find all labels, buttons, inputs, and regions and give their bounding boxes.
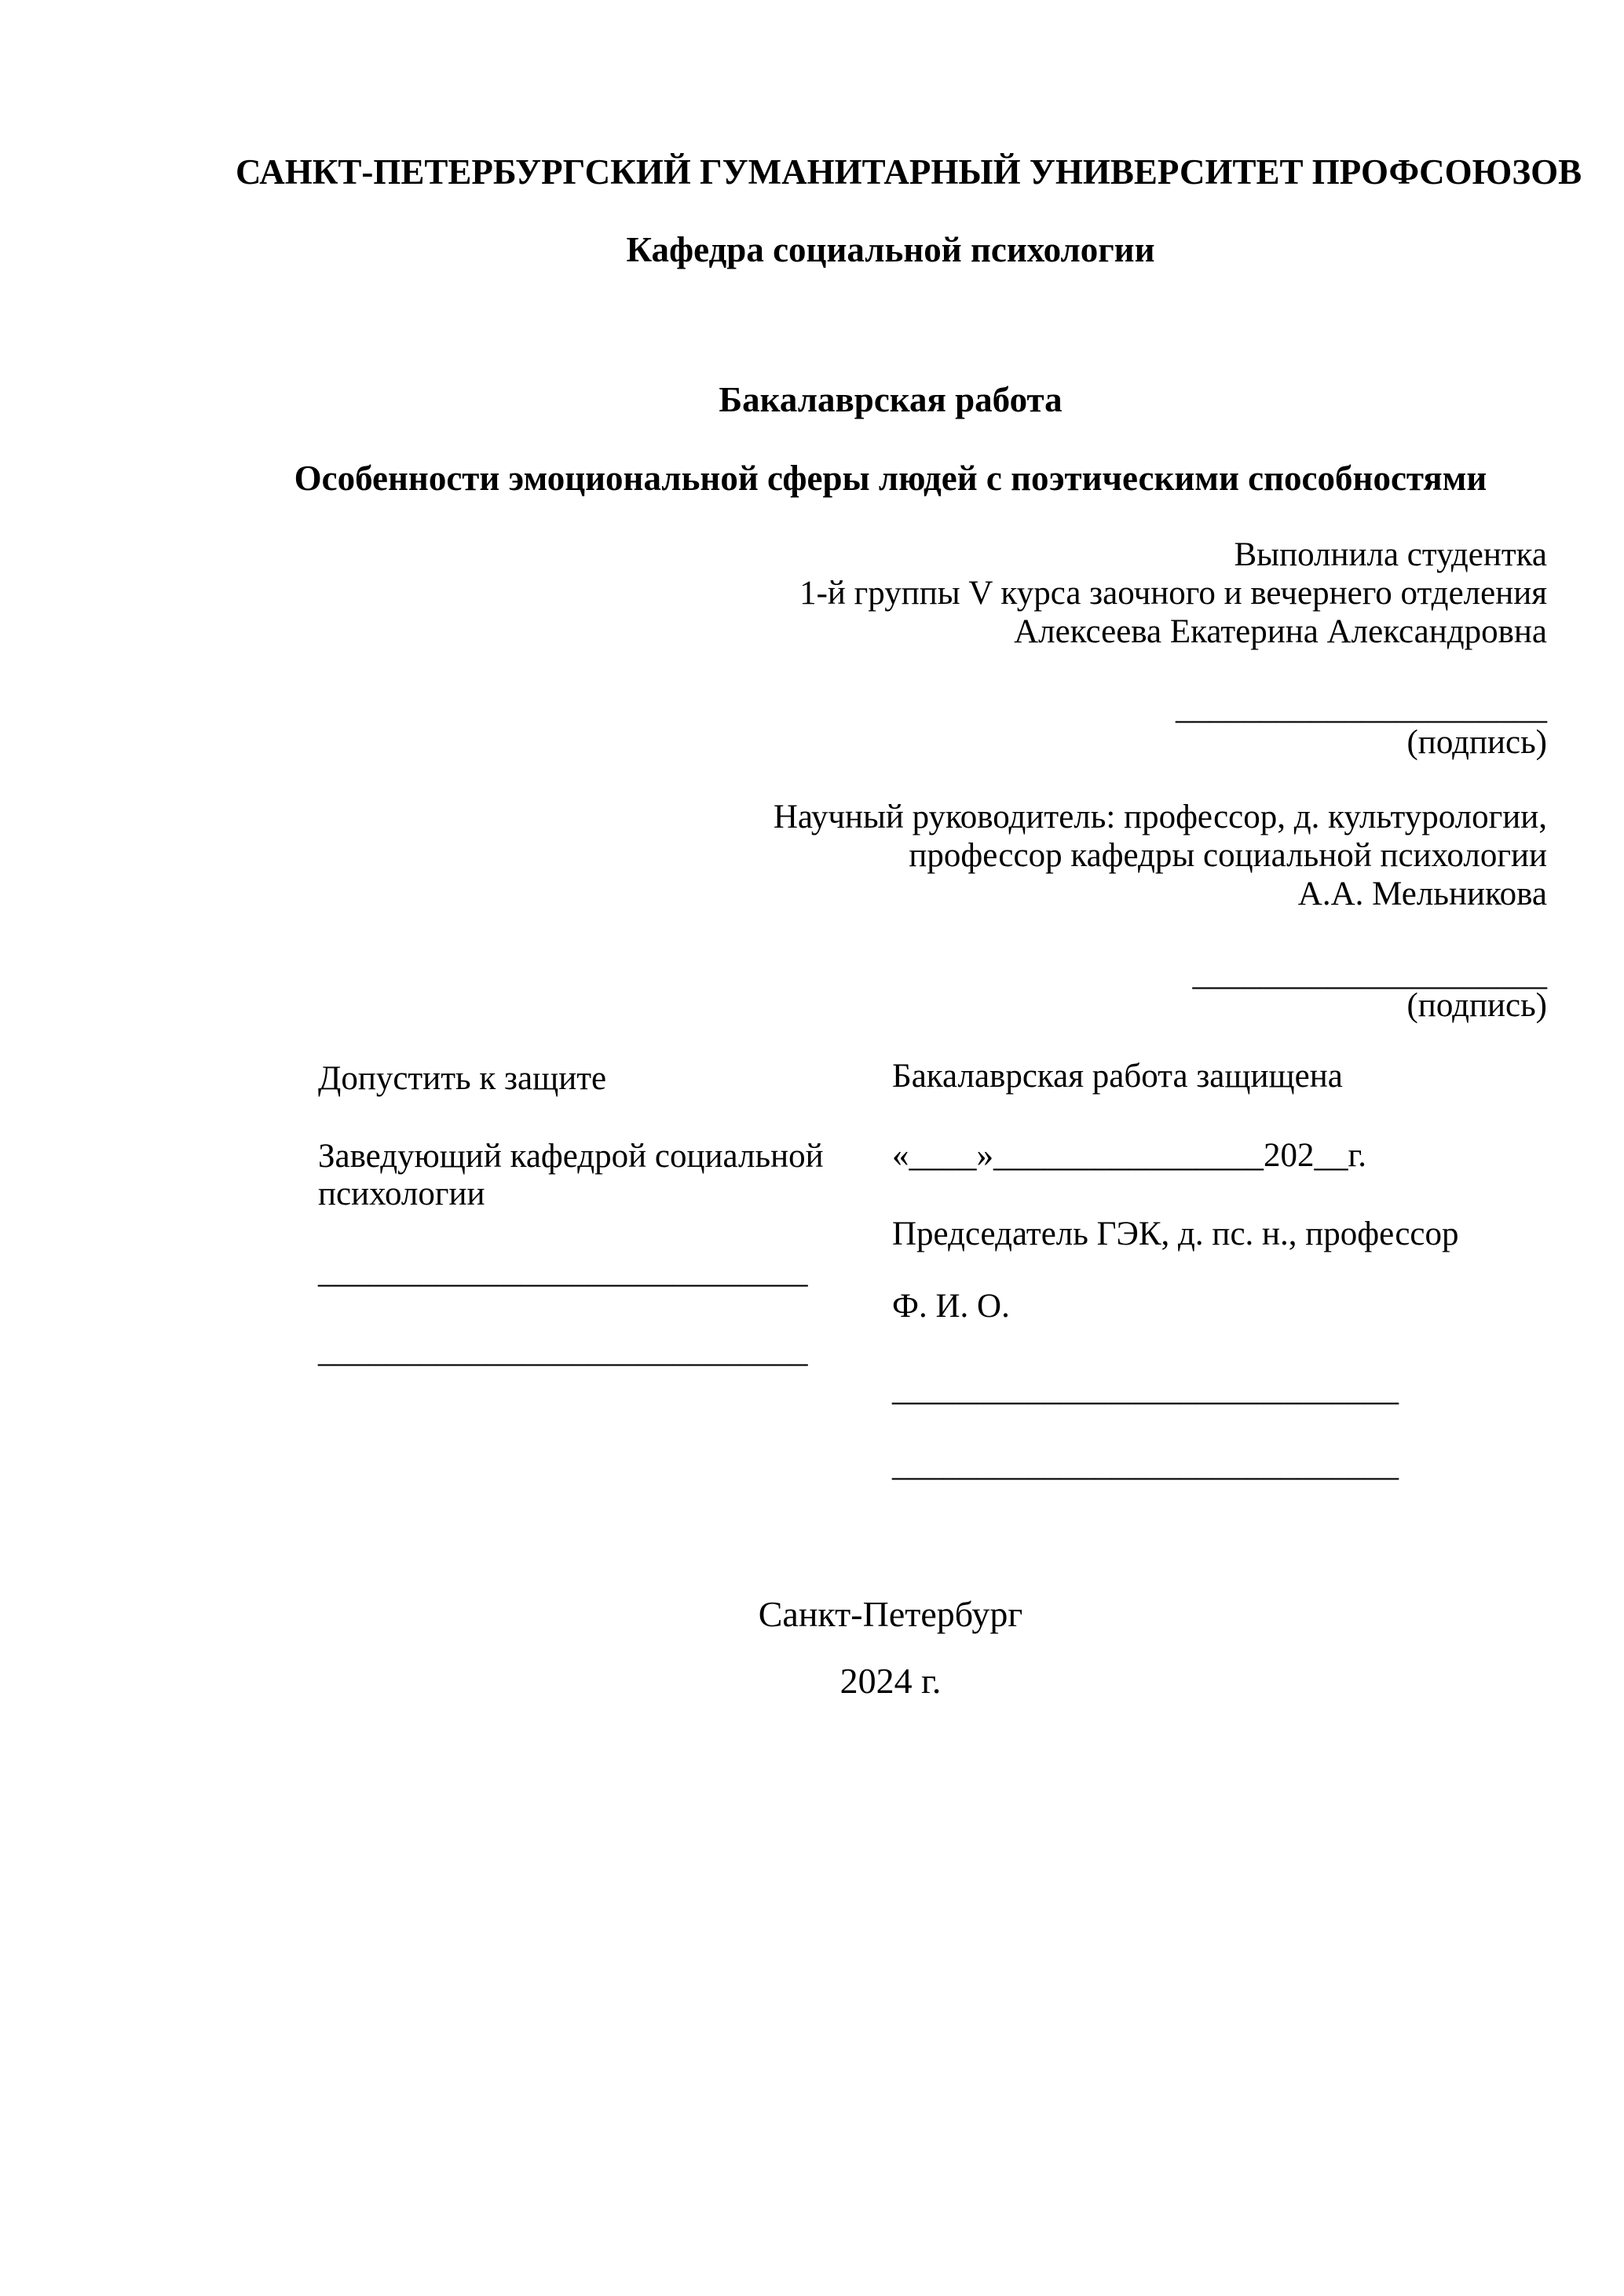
- advisor-block-line2: профессор кафедры социальной психологии: [909, 837, 1547, 874]
- advisor-signature-label: (подпись): [1406, 987, 1547, 1024]
- advisor-block: [774, 798, 1547, 913]
- advisor-block-line3: А.А. Мельникова: [1297, 876, 1547, 912]
- defense-blank-line-1: ______________________________: [892, 1371, 1399, 1408]
- thesis-title-heading: Особенности эмоциональной сферы людей с поэтическими способностями: [294, 459, 1487, 498]
- defense-fio-line: Ф. И. О.: [892, 1288, 1010, 1325]
- department-title: Кафедра социальной психологии: [626, 230, 1155, 269]
- defense-chairman-line: Председатель ГЭК, д. пс. н., профессор: [892, 1216, 1459, 1252]
- approval-heading: Допустить к защите: [318, 1060, 607, 1097]
- advisor-signature-line: _____________________: [1192, 956, 1547, 993]
- footer-year: 2024 г.: [839, 1661, 942, 1701]
- student-block: [799, 536, 1547, 651]
- work-type-heading: Бакалаврская работа: [719, 380, 1063, 419]
- student-block-line2: 1-й группы V курса заочного и вечернего отделения: [799, 575, 1547, 612]
- approval-blank-line-2: _____________________________: [318, 1333, 808, 1369]
- student-block-line3: Алексеева Екатерина Александровна: [1014, 613, 1547, 650]
- footer-city: Санкт-Петербург: [758, 1594, 1023, 1634]
- advisor-block-line1: Научный руководитель: профессор, д. культурологии,: [773, 799, 1547, 835]
- approval-head-of-department: Заведующий кафедрой социальной психологии: [318, 1138, 824, 1212]
- student-signature-line: ______________________: [1176, 689, 1547, 726]
- defense-heading: Бакалаврская работа защищена: [892, 1058, 1343, 1095]
- university-title: САНКТ-ПЕТЕРБУРГСКИЙ ГУМАНИТАРНЫЙ УНИВЕРСИТЕТ ПРОФСОЮЗОВ: [236, 152, 1582, 192]
- approval-blank-line-1: _____________________________: [318, 1253, 808, 1290]
- student-block-line1: Выполнила студентка: [1234, 536, 1547, 573]
- defense-blank-line-2: ______________________________: [892, 1446, 1399, 1483]
- student-signature-label: (подпись): [1406, 724, 1547, 761]
- defense-date-line: «____»________________202__г.: [892, 1137, 1367, 1174]
